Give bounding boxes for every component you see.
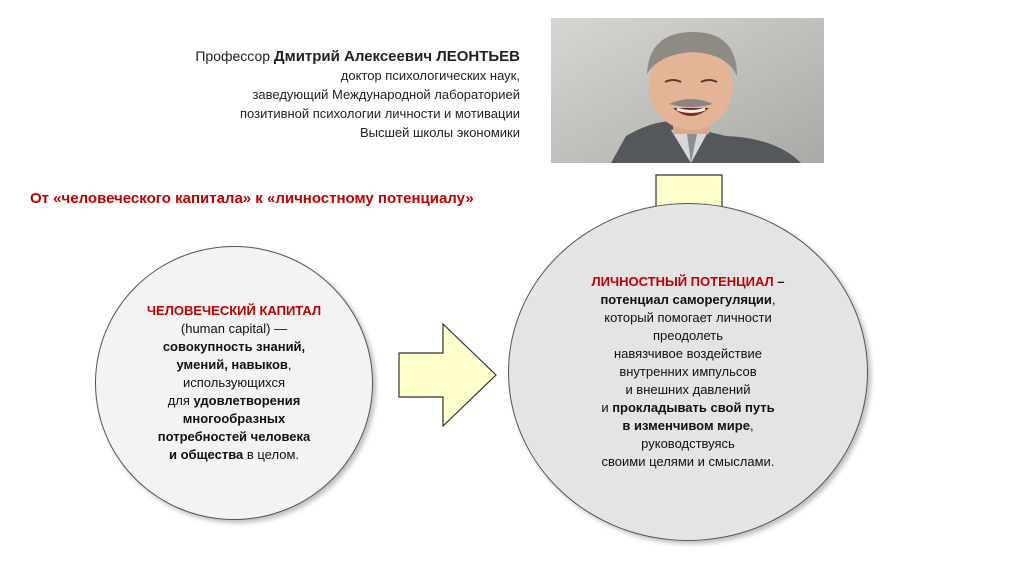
personal-potential-line-3: который помогает личности (604, 310, 772, 325)
personal-potential-circle (508, 203, 868, 541)
personal-potential-line-11: своими целями и смыслами. (601, 454, 775, 469)
human-capital-line-6-pre: для (167, 393, 194, 408)
author-degree: доктор психологических наук, (340, 68, 520, 83)
author-lab: позитивной психологии личности и мотивации (240, 106, 520, 121)
author-block (120, 47, 520, 142)
personal-potential-line-9-bold: в изменчивом мире (622, 418, 750, 433)
human-capital-english: (human capital) — (180, 321, 288, 336)
human-capital-line-9-rest: в целом. (243, 447, 299, 462)
personal-potential-term-dash: – (773, 274, 785, 289)
author-position: заведующий Международной лабораторией (252, 87, 520, 102)
author-name-line (120, 47, 520, 66)
human-capital-line-7: многообразных (182, 411, 286, 426)
personal-potential-line-2-bold: потенциал саморегуляции (600, 292, 772, 307)
human-capital-line-8: потребностей человека (157, 429, 311, 444)
human-capital-line-6-bold: удовлетворения (193, 393, 301, 408)
author-prefix: Профессор (195, 48, 271, 64)
personal-potential-line-2 (600, 291, 775, 309)
personal-potential-line-8-pre: и (601, 400, 613, 415)
personal-potential-line-8 (601, 399, 774, 417)
right-arrow-icon (398, 323, 498, 427)
personal-potential-line-9-rest: , (749, 418, 754, 433)
human-capital-line-4 (176, 356, 291, 374)
slide-title: От «человеческого капитала» к «личностному потенциалу» (30, 190, 474, 207)
personal-potential-line-7: и внешних давлений (625, 382, 751, 397)
human-capital-term: ЧЕЛОВЕЧЕСКИЙ КАПИТАЛ (146, 303, 322, 318)
personal-potential-term: ЛИЧНОСТНЫЙ ПОТЕНЦИАЛ (591, 274, 774, 289)
human-capital-line-9-bold: и общества (169, 447, 244, 462)
human-capital-line-6 (168, 392, 301, 410)
author-university: Высшей школы экономики (359, 125, 520, 140)
author-name: Дмитрий Алексеевич ЛЕОНТЬЕВ (273, 48, 520, 65)
personal-potential-line-8-bold: прокладывать свой путь (612, 400, 775, 415)
personal-potential-line-10: руководствуясь (641, 436, 735, 451)
personal-potential-line-5: навязчивое воздействие (613, 346, 763, 361)
personal-potential-line-6: внутренних импульсов (619, 364, 757, 379)
human-capital-circle (95, 246, 373, 520)
portrait-photo (551, 18, 824, 163)
human-capital-line-4-bold: умений, навыков (176, 357, 288, 372)
human-capital-line-9 (169, 446, 299, 464)
human-capital-line-5: использующихся (182, 375, 286, 390)
human-capital-line-3: совокупность знаний, (162, 339, 306, 354)
personal-potential-term-line (592, 273, 785, 291)
personal-potential-line-9 (622, 417, 753, 435)
human-capital-line-4-rest: , (287, 357, 292, 372)
personal-potential-line-2-rest: , (771, 292, 776, 307)
personal-potential-line-4: преодолеть (652, 328, 724, 343)
